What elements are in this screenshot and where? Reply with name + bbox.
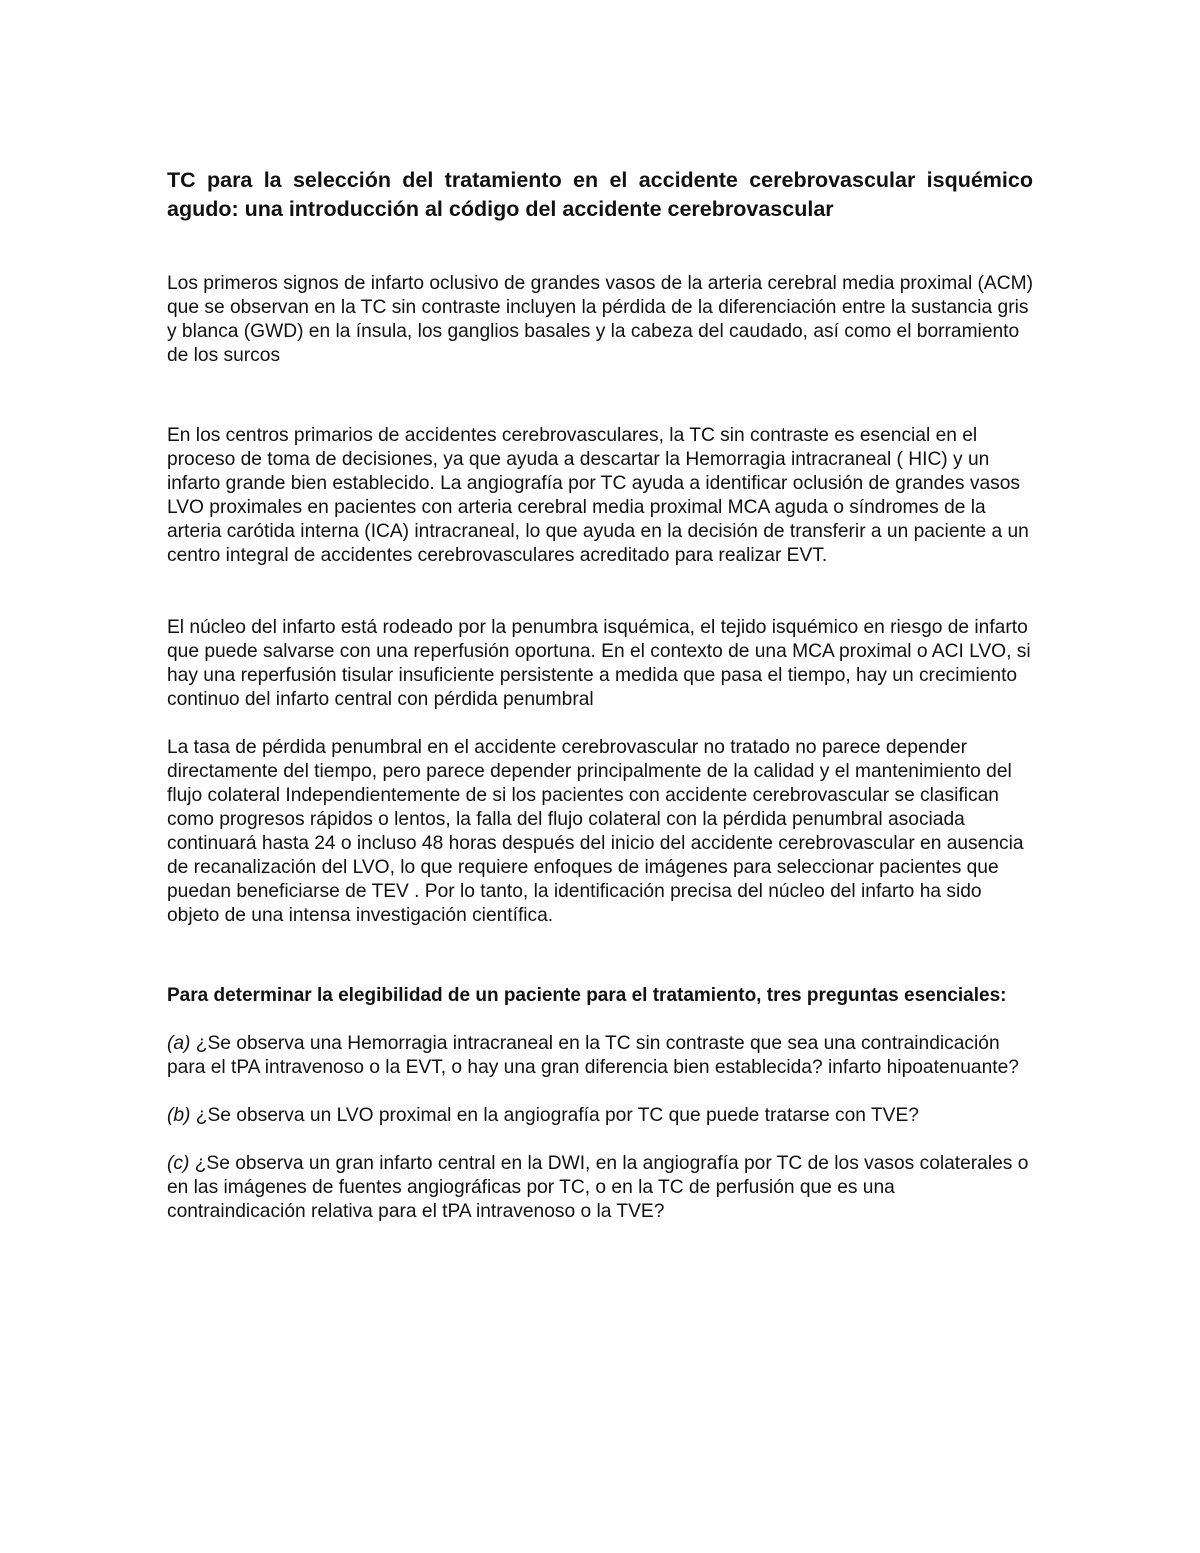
document-title: TC para la selección del tratamiento en el accidente cerebrovascular isquémico agudo: una introducción al código del accidente cerebrovascular xyxy=(167,168,1033,221)
paragraph-infarct-core: El núcleo del infarto está rodeado por la penumbra isquémica, el tejido isquémico en riesgo de infarto que puede salvarse con una reperfusión oportuna. En el contexto de una MCA proximal o ACI LVO, si hay una reperfusión tisular insuficiente persistente a medida que pasa el tiempo, hay un crecimiento continuo del infarto central con pérdida penumbral xyxy=(167,617,1031,710)
paragraph-primary-centers: En los centros primarios de accidentes cerebrovasculares, la TC sin contraste es esencial en el proceso de toma de decisiones, ya que ayuda a descartar la Hemorragia intracraneal ( HIC) y un infarto grande bien establecido. La angiografía por TC ayuda a identificar oclusión de grandes vasos LVO proximales en pacientes con arteria cerebral media proximal MCA aguda o síndromes de la arteria carótida interna (ICA) intracraneal, lo que ayuda en la decisión de transferir a un paciente a un centro integral de accidentes cerebrovasculares acreditado para realizar EVT. xyxy=(167,425,1029,566)
document-content xyxy=(167,166,1033,1224)
questions-heading: Para determinar la elegibilidad de un paciente para el tratamiento, tres preguntas esenciales: xyxy=(167,985,1007,1006)
question-text: ¿Se observa una Hemorragia intracraneal en la TC sin contraste que sea una contraindicación para el tPA intravenoso o la EVT, o hay una gran diferencia bien establecida? infarto hipoatenuante? xyxy=(167,1033,1019,1078)
paragraph-early-signs: Los primeros signos de infarto oclusivo de grandes vasos de la arteria cerebral media proximal (ACM) que se observan en la TC sin contraste incluyen la pérdida de la diferenciación entre la sustancia gris y blanca (GWD) en la ínsula, los ganglios basales y la cabeza del caudado, así como el borramiento de los surcos xyxy=(167,273,1033,366)
paragraph-penumbral-loss: La tasa de pérdida penumbral en el accidente cerebrovascular no tratado no parece depender directamente del tiempo, pero parece depender principalmente de la calidad y el mantenimiento del flujo colateral Independientemente de si los pacientes con accidente cerebrovascular se clasifican como progresos rápidos o lentos, la falla del flujo colateral con la pérdida penumbral asociada continuará hasta 24 o incluso 48 horas después del inicio del accidente cerebrovascular en ausencia de recanalización del LVO, lo que requiere enfoques de imágenes para seleccionar pacientes que puedan beneficiarse de TEV . Por lo tanto, la identificación precisa del núcleo del infarto ha sido objeto de una intensa investigación científica. xyxy=(167,737,1024,926)
question-text: ¿Se observa un LVO proximal en la angiografía por TC que puede tratarse con TVE? xyxy=(190,1105,919,1126)
question-a xyxy=(167,1032,1033,1080)
question-letter: (b) xyxy=(167,1105,191,1126)
question-text: ¿Se observa un gran infarto central en la DWI, en la angiografía por TC de los vasos colaterales o en las imágenes de fuentes angiográficas por TC, o en la TC de perfusión que es una contraindicación relativa para el tPA intravenoso o la TVE? xyxy=(167,1153,1029,1222)
question-c xyxy=(167,1152,1033,1224)
question-letter: (c) xyxy=(167,1153,190,1174)
question-b xyxy=(167,1104,1033,1128)
question-letter: (a) xyxy=(167,1033,191,1054)
